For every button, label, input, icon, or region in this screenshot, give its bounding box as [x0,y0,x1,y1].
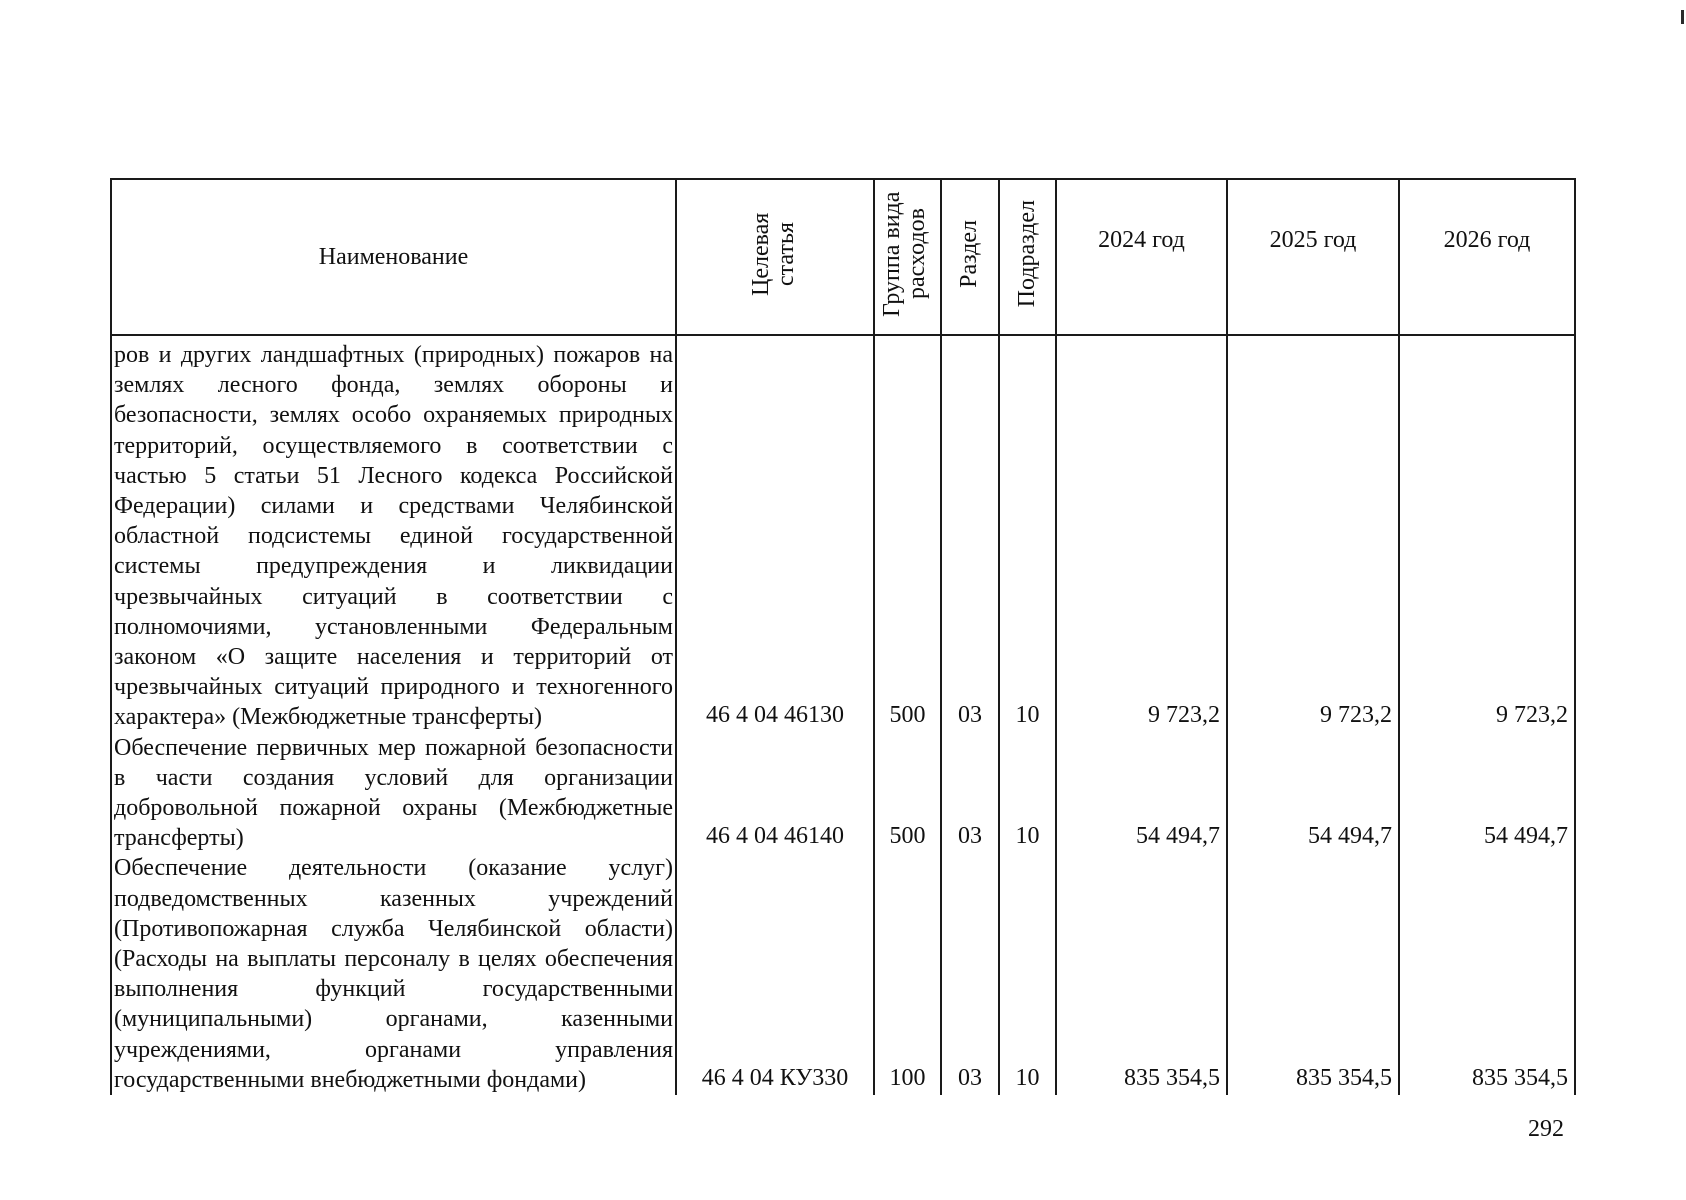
header-name-label: Наименование [318,243,469,270]
header-section [941,179,999,335]
row-amount-2024: 9 723,2 [1056,335,1227,733]
row-subsection: 10 [999,733,1056,854]
header-2024-label: 2024 год [1098,227,1185,253]
header-2024 [1056,179,1227,335]
header-2026-label: 2026 год [1443,227,1531,253]
row-target-article: 46 4 04 КУ330 [676,853,874,1095]
row-amount-2026: 835 354,5 [1399,853,1575,1095]
row-amount-2024: 54 494,7 [1056,733,1227,854]
header-name [111,179,676,335]
row-expense-group: 500 [874,733,941,854]
row-amount-2025: 9 723,2 [1227,335,1399,733]
header-2026 [1399,179,1575,335]
row-amount-2025: 835 354,5 [1227,853,1399,1095]
header-expense-group [874,179,941,335]
table-row [111,853,1575,1095]
page-number: 292 [1528,1116,1564,1142]
page-edge-mark [1681,10,1684,24]
row-amount-2026: 54 494,7 [1399,733,1575,854]
row-section: 03 [941,733,999,854]
row-target-article: 46 4 04 46130 [676,335,874,733]
row-section: 03 [941,853,999,1095]
row-target-article: 46 4 04 46140 [676,733,874,854]
row-amount-2024: 835 354,5 [1056,853,1227,1095]
header-subsection-label: Подраздел [1013,199,1040,308]
table-row [111,733,1575,854]
header-2025 [1227,179,1399,335]
header-target-article-label: Целевая статья [748,211,800,296]
row-expense-group: 500 [874,335,941,733]
row-expense-group: 100 [874,853,941,1095]
row-section: 03 [941,335,999,733]
table-row [111,335,1575,733]
row-name: Обеспечение первичных мер пожарной безопасности в части создания условий для организации добровольной пожарной охраны (Межбюджетные трансферты) [111,733,676,854]
row-subsection: 10 [999,853,1056,1095]
row-amount-2025: 54 494,7 [1227,733,1399,854]
header-row [111,179,1575,335]
row-name: Обеспечение деятельности (оказание услуг) подведомственных казенных учреждений (Противопожарная служба Челябинской области) (Расходы на выплаты персоналу в целях обеспечения выполнения функций государственными (муниципальными) органами, казенными учреждениями, органами управления государственными внебюджетными фондами) [111,853,676,1095]
header-2025-label: 2025 год [1269,227,1357,253]
header-target-article [676,179,874,335]
row-amount-2026: 9 723,2 [1399,335,1575,733]
header-expense-group-label: Группа вида расходов [878,190,930,317]
header-section-label: Раздел [956,219,983,288]
row-subsection: 10 [999,335,1056,733]
header-subsection [999,179,1056,335]
budget-table [110,178,1576,1095]
row-name: ров и других ландшафтных (природных) пожаров на землях лесного фонда, землях обороны и безопасности, землях особо охраняемых природных территорий, осуществляемого в соответствии с частью 5 статьи 51 Лесного кодекса Российской Федерации) силами и средствами Челябинской областной подсистемы единой государственной системы предупреждения и ликвидации чрезвычайных ситуаций в соответствии с полномочиями, установленными Федеральным законом «О защите населения и территорий от чрезвычайных ситуаций природного и техногенного характера» (Межбюджетные трансферты) [111,335,676,733]
